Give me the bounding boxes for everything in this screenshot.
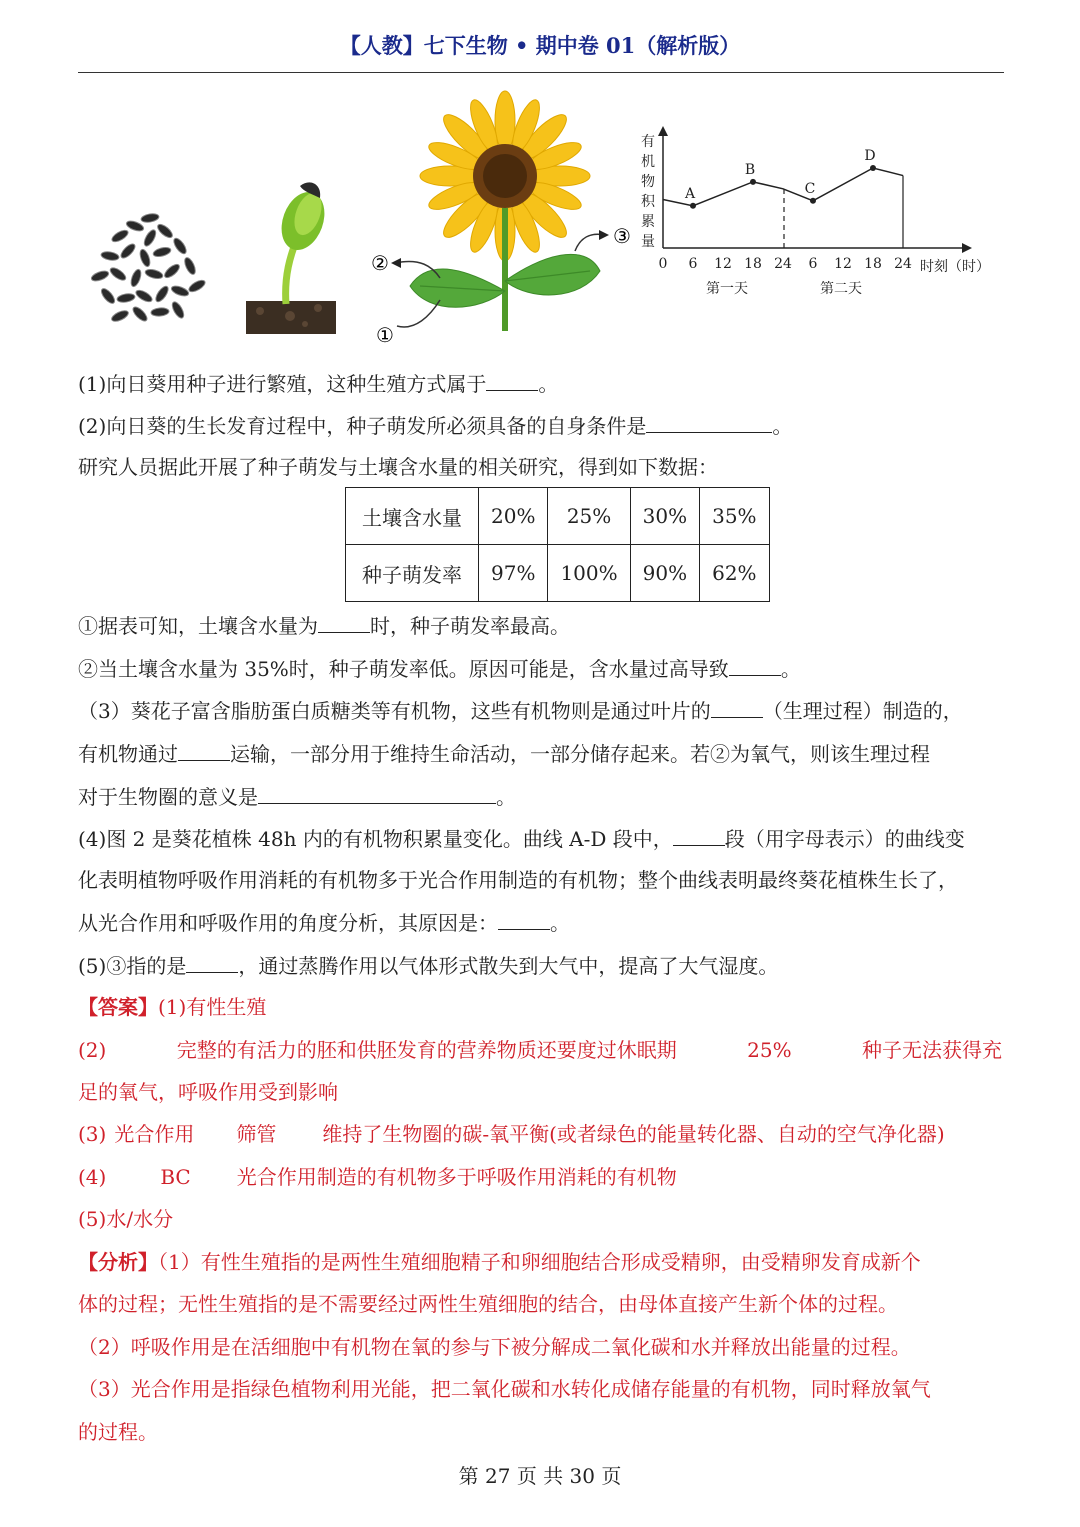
q3-text-a: （3）葵花子富含脂肪蛋白质糖类等有机物，这些有机物则是通过叶片的: [78, 699, 711, 723]
chart-x-tick-label: 0: [658, 256, 668, 272]
chart-x-tick-label: 6: [808, 256, 818, 272]
answer-line-5: [78, 1165, 1008, 1189]
chart-x-tick-label: 18: [744, 256, 762, 272]
q3-blank-3[interactable]: [258, 784, 496, 804]
question-3-line1: [78, 698, 1008, 723]
chart-x-axis-label: 时刻（时）: [920, 259, 990, 275]
chart-ylabel-char: 机: [641, 154, 655, 170]
sub1-text: ①据表可知，土壤含水量为: [78, 614, 318, 638]
q3-text-b: （生理过程）制造的，: [762, 699, 963, 723]
sub2-end: 。: [780, 657, 801, 681]
sub1-blank[interactable]: [318, 613, 370, 633]
question-3-line3: [78, 784, 1008, 809]
q5-text-a: (5)③指的是: [78, 954, 187, 978]
table-cell: 土壤含水量: [346, 488, 479, 545]
chart-point: [690, 203, 696, 209]
chart-point-label: B: [744, 161, 756, 178]
marker-one: [376, 323, 394, 347]
chart-series-line: [663, 168, 903, 206]
table-cell: 20%: [479, 488, 548, 545]
q1-end: 。: [538, 372, 559, 396]
sunflower-seeds-image: [90, 212, 207, 323]
seedling-image: [246, 182, 336, 334]
answer-3-part1: 光合作用: [114, 1122, 195, 1146]
table-cell: 62%: [700, 545, 769, 602]
answer-2-part1: 完整的有活力的胚和供胚发育的营养物质还要度过休眠期: [176, 1038, 677, 1062]
sub-question-1: [78, 613, 1008, 638]
answer-line-1: [78, 995, 1008, 1019]
question-5: [78, 953, 1008, 978]
analysis-line-2: 体的过程；无性生殖指的是不需要经过两性生殖细胞的结合，由母体直接产生新个体的过程。: [78, 1292, 898, 1316]
chart-ylabel-char: 有: [641, 134, 655, 150]
answer-3-part2: 筛管: [236, 1122, 277, 1146]
chart-point-label: C: [804, 180, 816, 197]
chart-x-tick-label: 24: [894, 256, 912, 272]
answer-line-2: [78, 1038, 1002, 1062]
q4-text-e: 。: [550, 911, 570, 935]
chart-ylabel: [641, 134, 656, 250]
chart-point-label: A: [684, 185, 696, 202]
svg-text:③: ③: [613, 224, 631, 248]
chart-point: [870, 165, 876, 171]
page-number: 第 27 页 共 30 页: [458, 1464, 622, 1488]
answer-4-part2: 光合作用制造的有机物多于呼吸作用消耗的有机物: [236, 1165, 677, 1189]
question-2: [78, 413, 1008, 438]
sub2-text: ②当土壤含水量为 35%时，种子萌发率低。原因可能是，含水量过高导致: [78, 657, 729, 681]
marker-three: [613, 224, 631, 248]
answer-line-4: [78, 1122, 1008, 1146]
q3-text-e: 对于生物圈的意义是: [78, 785, 258, 809]
table-cell: 25%: [548, 488, 630, 545]
chart-ylabel-char: 量: [641, 234, 655, 250]
q4-text-a: (4)图 2 是葵花植株 48h 内的有机物积累量变化。曲线 A-D 段中，: [78, 827, 673, 851]
answer-4-num: (4): [78, 1165, 107, 1189]
question-4-line3: [78, 910, 1008, 935]
table-row: [346, 488, 770, 545]
answer-3-part3: 维持了生物圈的碳-氧平衡(或者绿色的能量转化器、自动的空气净化器): [322, 1122, 945, 1146]
q2-text: (2)向日葵的生长发育过程中，种子萌发所必须具备的自身条件是: [78, 414, 647, 438]
table-cell: 90%: [630, 545, 699, 602]
q2-end: 。: [772, 414, 793, 438]
chart-ylabel-char: 物: [641, 174, 655, 190]
q4-blank-2[interactable]: [498, 910, 550, 930]
table-cell: 种子萌发率: [346, 545, 479, 602]
analysis-line-3: （2）呼吸作用是在活细胞中有机物在氧的参与下被分解成二氧化碳和水并释放出能量的过程。: [78, 1335, 911, 1359]
q2-blank[interactable]: [646, 413, 772, 433]
q5-text-b: ，通过蒸腾作用以气体形式散失到大气中，提高了大气湿度。: [238, 954, 779, 978]
analysis-label: 【分析】: [78, 1250, 158, 1274]
answer-2-part3: 种子无法获得充: [861, 1038, 1002, 1062]
research-intro: 研究人员据此开展了种子萌发与土壤含水量的相关研究，得到如下数据：: [78, 455, 718, 479]
analysis-1a: （1）有性生殖指的是两性生殖细胞精子和卵细胞结合形成受精卵，由受精卵发育成新个: [158, 1250, 921, 1274]
q1-text: (1)向日葵用种子进行繁殖，这种生殖方式属于: [78, 372, 487, 396]
question-1: [78, 371, 1008, 396]
q5-blank[interactable]: [186, 953, 238, 973]
chart-y-arrow: [658, 126, 668, 136]
marker-two: [371, 251, 389, 275]
svg-text:②: ②: [371, 251, 389, 275]
answer-2-part2: 25%: [747, 1038, 792, 1062]
chart-ylabel-char: 累: [641, 214, 655, 230]
q3-blank-1[interactable]: [711, 698, 763, 718]
q3-text-c: 有机物通过: [78, 742, 178, 766]
q4-text-d: 从光合作用和呼吸作用的角度分析，其原因是：: [78, 911, 498, 935]
table-cell: 30%: [630, 488, 699, 545]
analysis-line-5: 的过程。: [78, 1420, 158, 1444]
q3-text-d: 运输，一部分用于维持生命活动，一部分储存起来。若②为氧气，则该生理过程: [230, 742, 930, 766]
organic-matter-chart: [641, 126, 990, 297]
chart-x-tick-label: 18: [864, 256, 882, 272]
chart-ylabel-char: 积: [641, 194, 655, 210]
q3-text-f: 。: [496, 785, 516, 809]
q1-blank[interactable]: [486, 371, 538, 391]
sub1-end: 时，种子萌发率最高。: [370, 614, 570, 638]
table-cell: 100%: [548, 545, 630, 602]
table-cell: 97%: [479, 545, 548, 602]
question-4-line1: [78, 826, 1008, 851]
q3-blank-2[interactable]: [178, 741, 230, 761]
answer-4-part1: BC: [160, 1165, 191, 1189]
q4-blank-1[interactable]: [673, 826, 725, 846]
chart-point-label: D: [864, 148, 876, 164]
chart-x-tick-label: 12: [834, 256, 852, 272]
sub-question-2: [78, 656, 1008, 681]
answer-line-6: (5)水/水分: [78, 1207, 174, 1231]
answer-3-num: (3): [78, 1122, 107, 1146]
header-divider: [78, 72, 1004, 73]
chart-point: [750, 179, 756, 185]
question-4-line2: 化表明植物呼吸作用消耗的有机物多于光合作用制造的有机物；整个曲线表明最终葵花植株生长了，: [78, 868, 958, 892]
page-header-title: 【人教】七下生物 • 期中卷 01（解析版）: [339, 33, 741, 58]
chart-x-tick-label: 12: [714, 256, 732, 272]
answer-label: 【答案】: [78, 995, 158, 1019]
sunflower-image: [391, 91, 609, 331]
figure-strip: [0, 86, 1080, 356]
sub2-blank[interactable]: [729, 656, 781, 676]
analysis-line-4: （3）光合作用是指绿色植物利用光能，把二氧化碳和水转化成储存能量的有机物，同时释放氧气: [78, 1377, 931, 1401]
answer-2-num: (2): [78, 1038, 107, 1062]
chart-point: [810, 198, 816, 204]
chart-day2-label: 第二天: [820, 281, 862, 297]
germination-table: [345, 487, 770, 602]
chart-x-tick-label: 24: [774, 256, 792, 272]
table-cell: 35%: [700, 488, 769, 545]
answer-1: (1)有性生殖: [158, 995, 267, 1019]
table-row: [346, 545, 770, 602]
chart-day1-label: 第一天: [706, 281, 748, 297]
answer-line-3: 足的氧气，呼吸作用受到影响: [78, 1080, 338, 1104]
q4-text-b: 段（用字母表示）的曲线变: [724, 827, 965, 851]
question-3-line2: [78, 741, 1008, 766]
chart-x-arrow: [962, 243, 972, 253]
analysis-line-1: [78, 1250, 1008, 1274]
svg-text:①: ①: [376, 323, 394, 347]
chart-x-tick-label: 6: [688, 256, 698, 272]
